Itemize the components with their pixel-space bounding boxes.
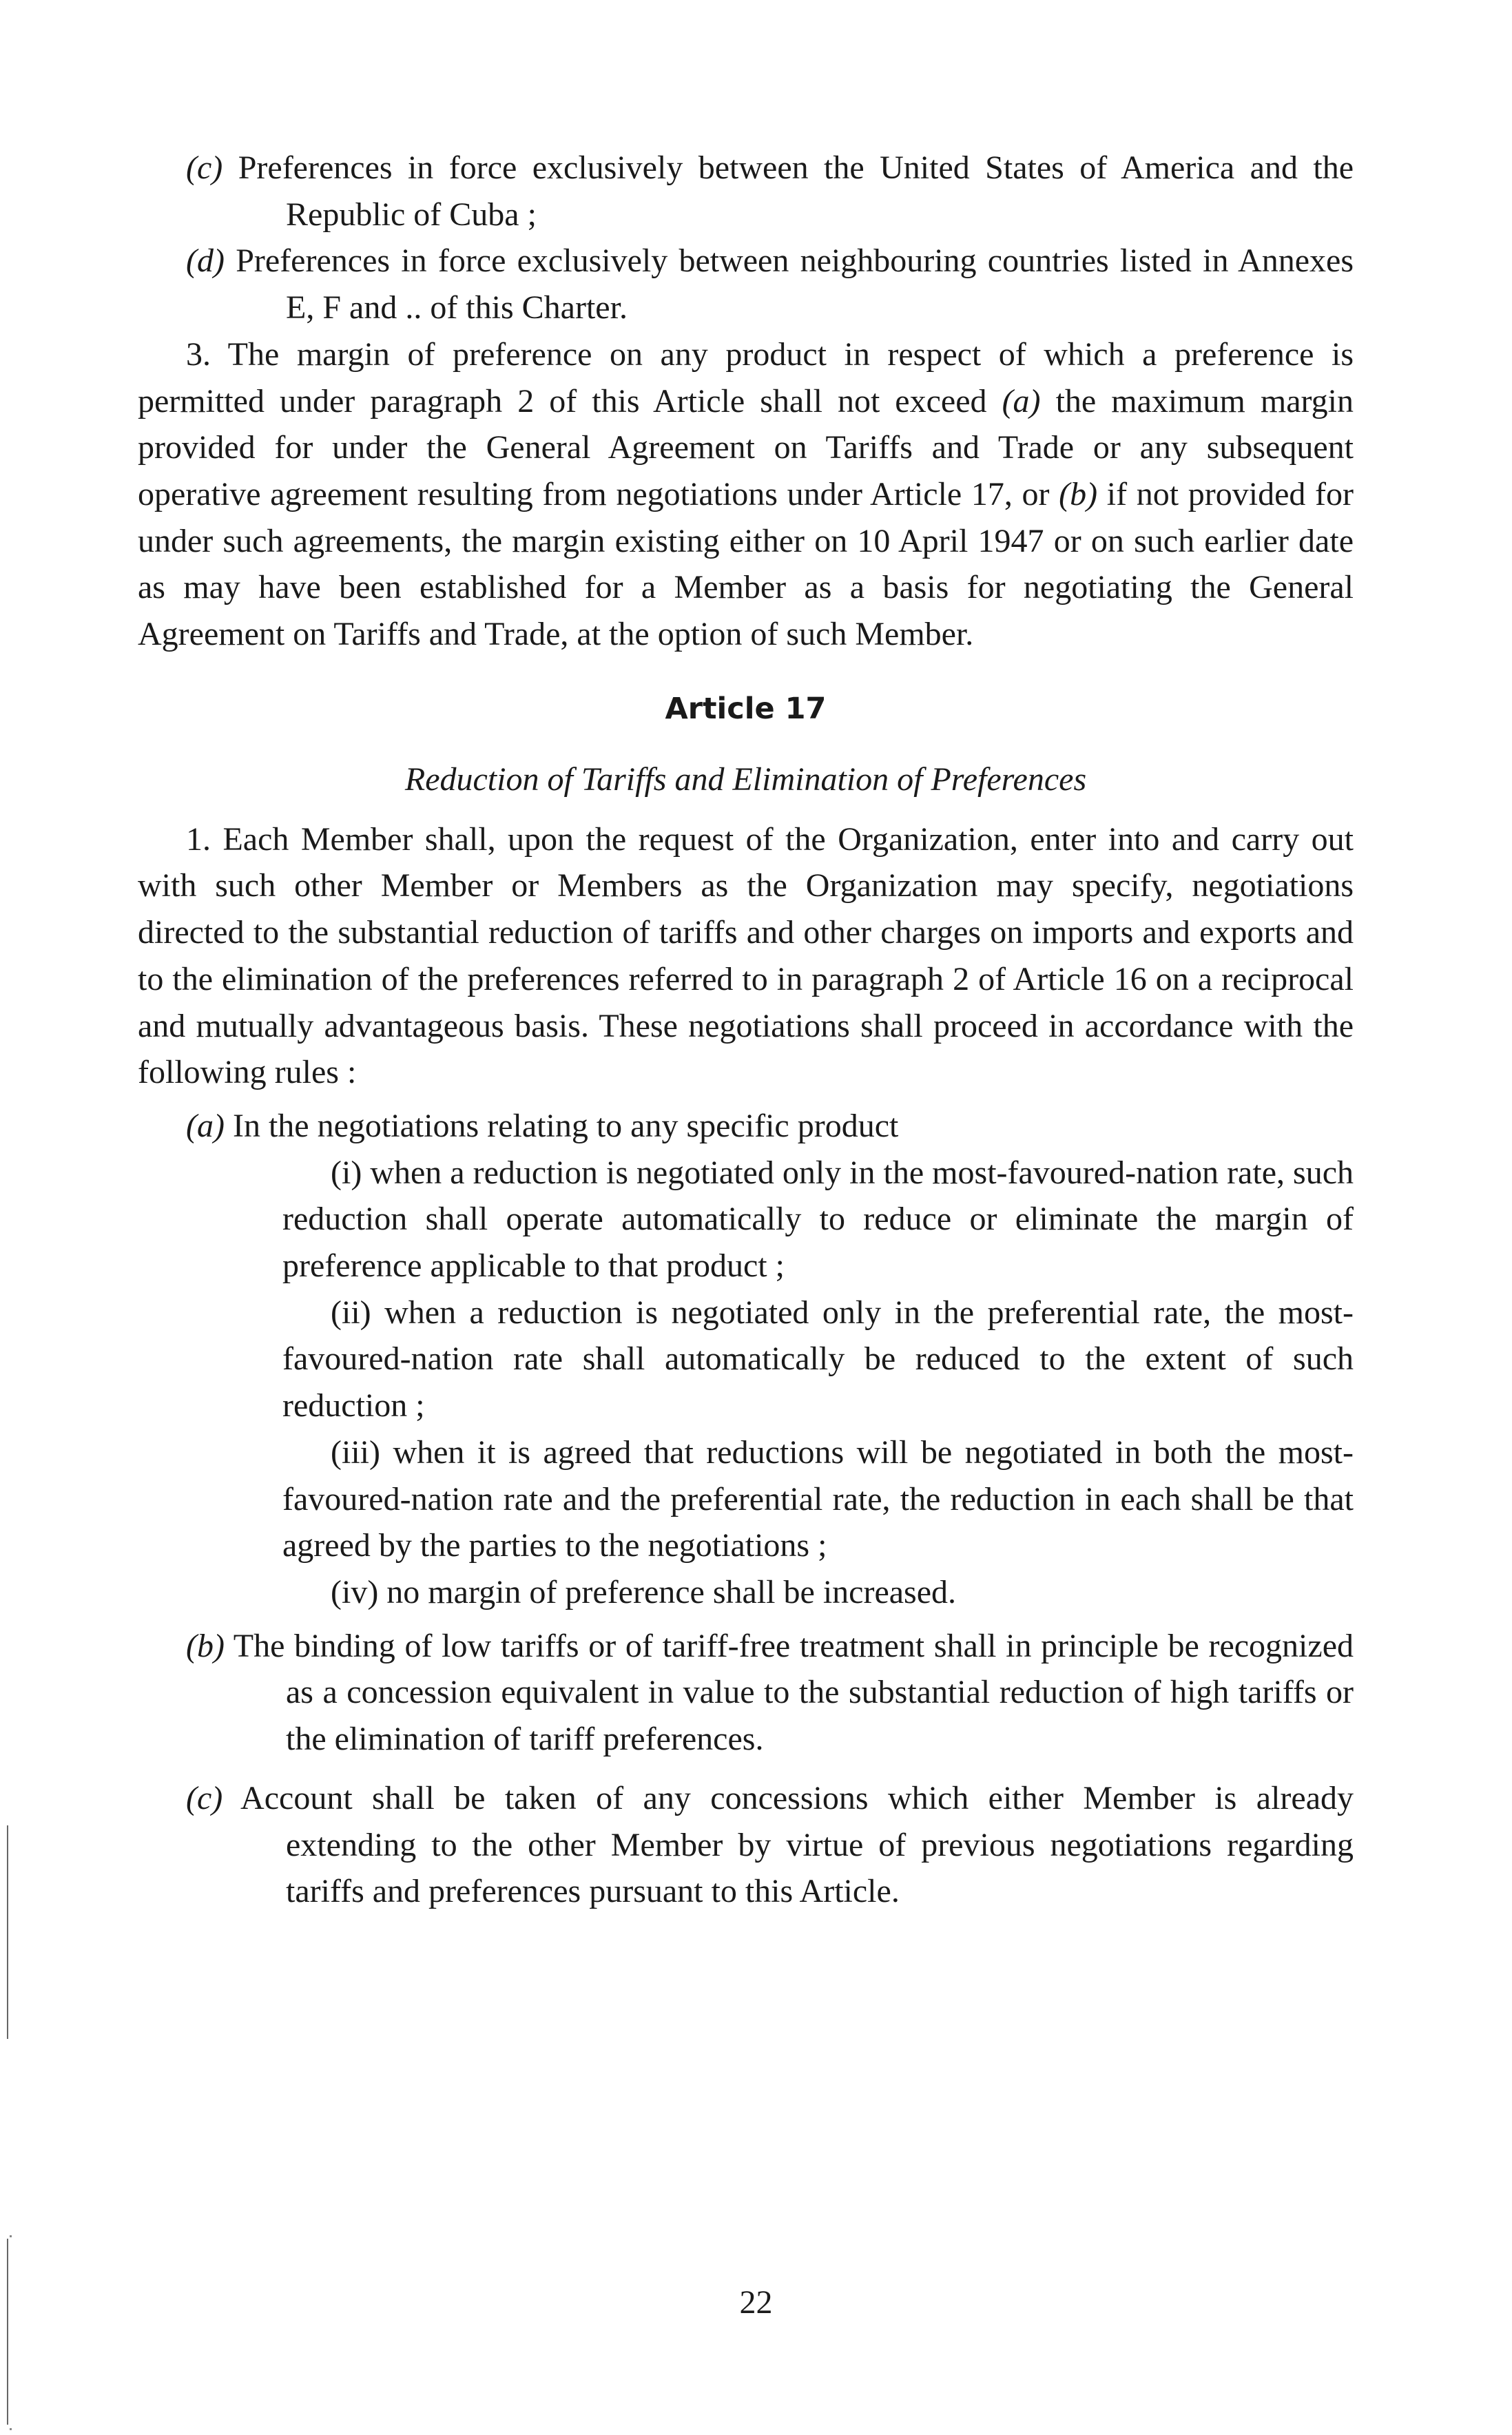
- clause-d: [138, 238, 1354, 331]
- rule-a-text: In the negotiations relating to any specific product: [232, 1107, 899, 1144]
- rule-a-iv: (iv) no margin of preference shall be increased.: [331, 1573, 957, 1610]
- scan-edge-dot: [10, 2428, 12, 2430]
- paragraph-3-text: The margin of preference on any product in respect of which a preference is permitted under paragraph 2 of this Article shall not exceed: [138, 335, 1354, 419]
- paragraph-3-a-label: (a): [1002, 382, 1041, 419]
- rule-a-i: (i) when a reduction is negotiated only in the most-favoured-nation rate, such reduction shall operate automatically to reduce or eliminate the margin of preference applicable to that product ;: [282, 1154, 1354, 1285]
- article-subtitle: Reduction of Tariffs and Elimination of Preferences: [404, 760, 1087, 798]
- paragraph-3: [138, 331, 1354, 658]
- scan-edge-line-lower: [7, 2239, 8, 2425]
- paragraph-3-text: the maximum margin provided for under the General Agreement on Tariffs and Trade or any subsequent operative agreement resulting from negotiations under Article 17, or: [138, 382, 1354, 512]
- scan-edge-dot: [10, 2235, 12, 2237]
- rule-b: [138, 1623, 1354, 1763]
- rule-b-text: The binding of low tariffs or of tariff-free treatment shall in principle be recognized as a concession equivalent in value to the substantial reduction of high tariffs or the elimination of tariff preferences.: [233, 1627, 1354, 1758]
- rule-a-label: (a): [186, 1107, 225, 1144]
- clause-c-text: Preferences in force exclusively between the United States of America and the Republic of Cuba ;: [238, 149, 1354, 233]
- rule-a-ii: (ii) when a reduction is negotiated only in the preferential rate, the most-favoured-nation rate shall automatically be reduced to the extent of such reduction ;: [282, 1294, 1354, 1424]
- clause-c-label: (c): [186, 149, 223, 186]
- rule-c-text: Account shall be taken of any concessions which either Member is already extending to the other Member by virtue of previous negotiations regarding tariffs and preferences pursuant to this Article.: [240, 1779, 1354, 1910]
- rule-a: [138, 1103, 1354, 1150]
- rule-c: [138, 1775, 1354, 1915]
- paragraph-3-number: 3.: [186, 335, 211, 373]
- rule-c-label: (c): [186, 1779, 223, 1816]
- rule-a-iii: (iii) when it is agreed that reductions will be negotiated in both the most-favoured-nation rate and the preferential rate, the reduction in each shall be that agreed by the parties to the negotiations ;: [282, 1433, 1354, 1564]
- article-title: Article 17: [665, 691, 827, 726]
- clause-c: [138, 145, 1354, 238]
- document-page: [138, 145, 1354, 1915]
- page-number: 22: [739, 2284, 773, 2321]
- clause-d-label: (d): [186, 242, 225, 280]
- paragraph-1: 1. Each Member shall, upon the request of the Organization, enter into and carry out with such other Member or Members as the Organization may specify, negotiations directed to the substantial reduction of tariffs and other charges on imports and exports and to the elimination of the preferences referred to in paragraph 2 of Article 16 on a reciprocal and mutually advantageous basis. These negotiations shall proceed in accordance with the following rules :: [138, 820, 1354, 1091]
- clause-d-text: Preferences in force exclusively between neighbouring countries listed in Annexes E, F and .. of this Charter.: [236, 242, 1354, 327]
- scan-edge-line-upper: [7, 1825, 8, 2039]
- paragraph-3-b-label: (b): [1059, 475, 1098, 512]
- rule-b-label: (b): [186, 1627, 225, 1664]
- paragraph-3-text: if not provided for under such agreements, the margin existing either on 10 April 1947 or on such earlier date as may have been established for a Member as a basis for negotiating the General Agreement on Tariffs and Trade, at the option of such Member.: [138, 475, 1354, 653]
